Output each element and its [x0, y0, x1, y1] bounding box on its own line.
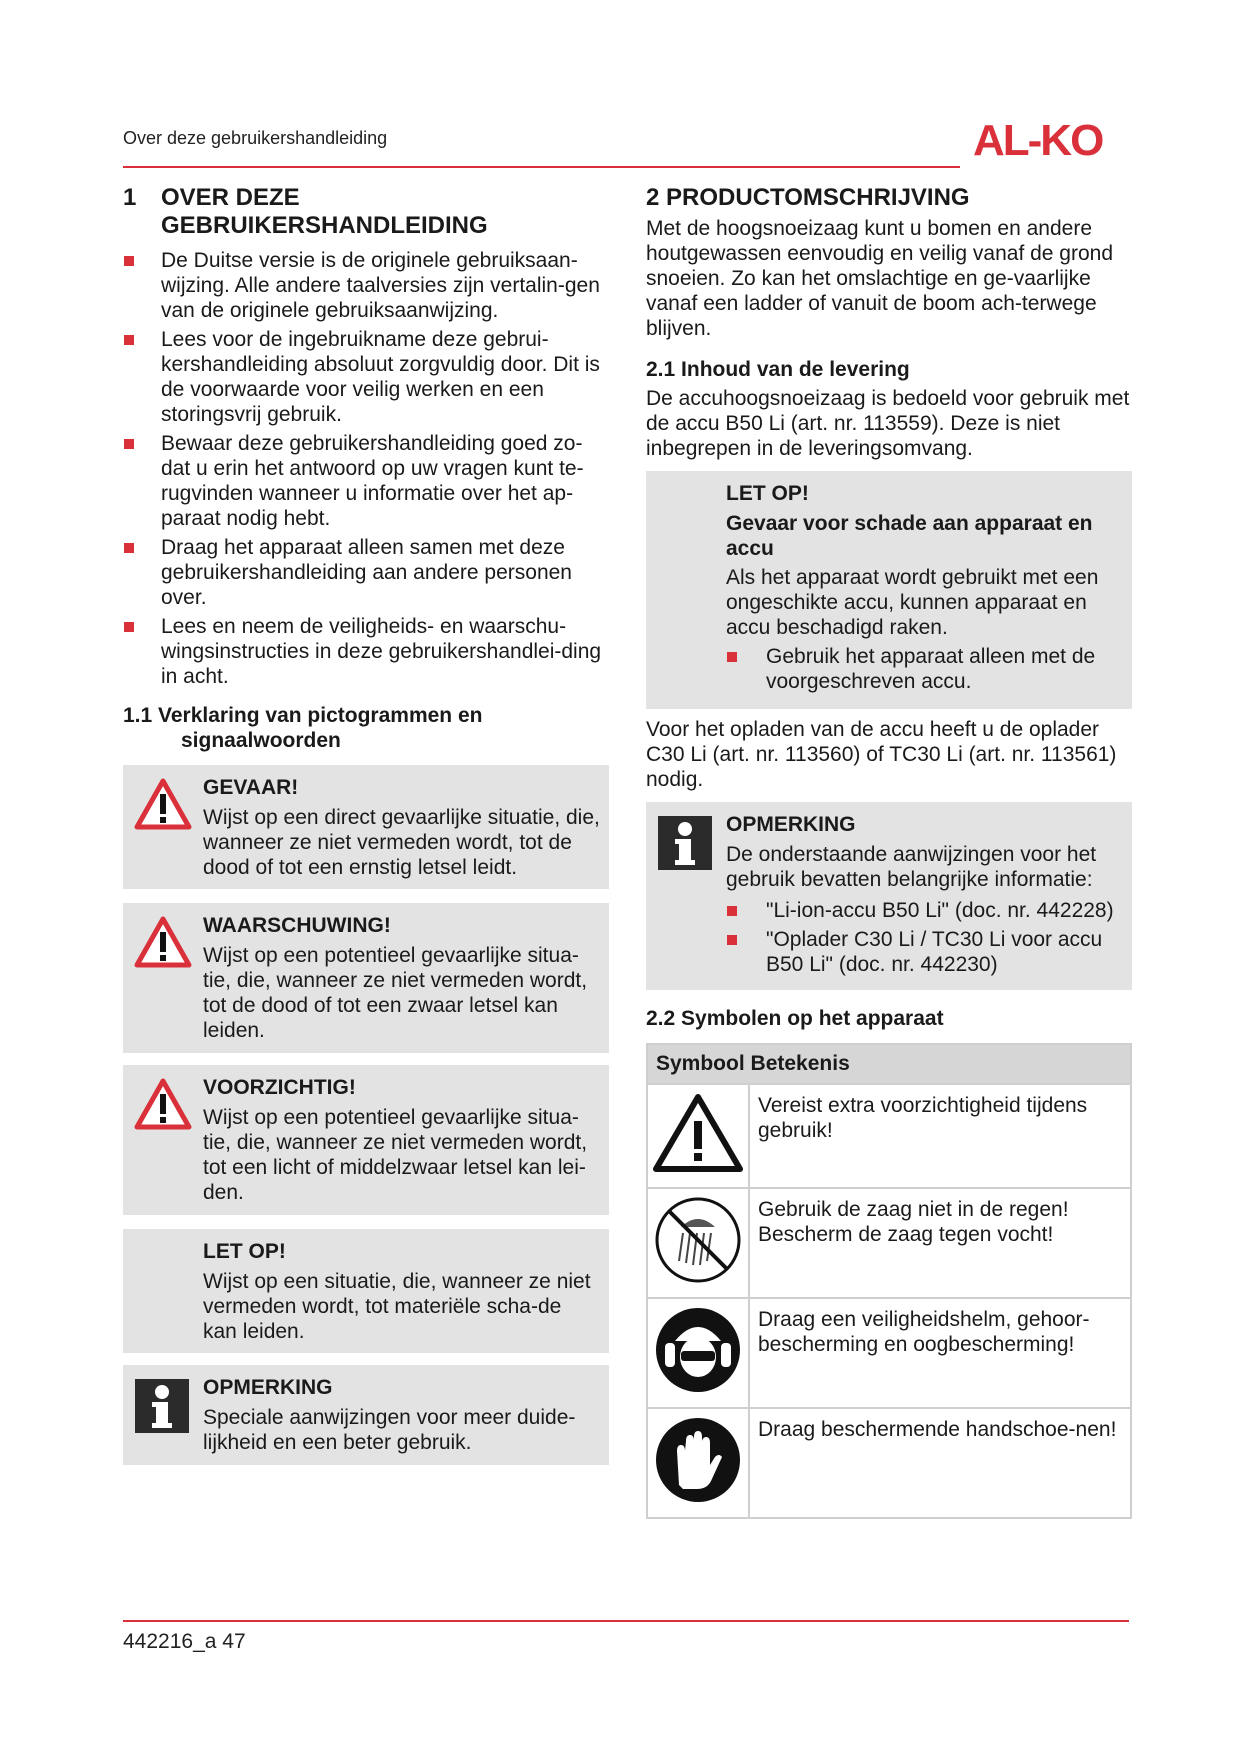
section-2-2-heading: 2.2 Symbolen op het apparaat	[646, 1007, 944, 1030]
docs-info-list	[726, 898, 1132, 977]
gloves-icon	[653, 1415, 743, 1505]
table-row	[647, 1188, 1131, 1298]
symbol-cell	[647, 1188, 749, 1298]
info-title: OPMERKING	[203, 1376, 333, 1399]
docs-info-box	[646, 802, 1132, 990]
table-row	[647, 1298, 1131, 1408]
section-1-1-title-line2: signaalwoorden	[181, 729, 341, 752]
header-divider	[123, 166, 960, 168]
section-1-bullet-list	[123, 248, 609, 689]
list-item: "Li-ion-accu B50 Li" (doc. nr. 442228)	[726, 898, 1132, 923]
list-item: Lees en neem de veiligheids- en waarschu-wingsinstructies in deze gebruikershandlei-ding in acht.	[123, 614, 609, 689]
docs-info-body: De onderstaande aanwijzingen voor het gebruik bevatten belangrijke informatie:	[726, 843, 1097, 891]
col-symbol-header: Symbool	[656, 1052, 745, 1075]
caution-title: VOORZICHTIG!	[203, 1076, 356, 1099]
meaning-cell: Gebruik de zaag niet in de regen! Bescherm de zaag tegen vocht!	[749, 1188, 1131, 1298]
warning-triangle-icon	[133, 1077, 193, 1131]
caution-box	[123, 1065, 609, 1215]
table-header-row	[647, 1044, 1131, 1084]
charger-text: Voor het opladen van de accu heeft u de oplader C30 Li (art. nr. 113560) of TC30 Li (art. nr. 113561) nodig.	[646, 718, 1117, 791]
warning-box	[123, 903, 609, 1053]
docs-info-title: OPMERKING	[726, 813, 856, 836]
danger-box	[123, 765, 609, 889]
delivery-notice-box	[646, 471, 1132, 709]
meaning-cell: Draag beschermende handschoe-nen!	[749, 1408, 1131, 1518]
list-item: De Duitse versie is de originele gebruiksaan-wijzing. Alle andere taalversies zijn vertalin-gen van de originele gebruiksaanwijzing.	[123, 248, 609, 323]
notice-body: Wijst op een situatie, die, wanneer ze niet vermeden wordt, tot materiële scha-de kan leiden.	[203, 1270, 591, 1343]
warning-title: WAARSCHUWING!	[203, 914, 391, 937]
section-2-heading: 2 PRODUCTOMSCHRIJVING	[646, 184, 970, 211]
section-1-title-line2: GEBRUIKERSHANDLEIDING	[161, 212, 488, 239]
col-meaning-header: Betekenis	[750, 1052, 850, 1075]
info-icon	[133, 1377, 191, 1435]
notice-title: LET OP!	[203, 1240, 286, 1263]
table-row	[647, 1408, 1131, 1518]
footer-page-number: 442216_a 47	[123, 1630, 246, 1653]
warning-body: Wijst op een potentieel gevaarlijke situa-tie, die, wanneer ze niet vermeden wordt, tot de dood of tot een zwaar letsel kan leiden.	[203, 944, 588, 1042]
section-1-title-line1: OVER DEZE	[161, 184, 300, 211]
info-icon	[656, 814, 714, 872]
section-2-1-heading: 2.1 Inhoud van de levering	[646, 358, 910, 381]
symbol-cell	[647, 1298, 749, 1408]
symbol-cell	[647, 1408, 749, 1518]
danger-title: GEVAAR!	[203, 776, 299, 799]
notice-box	[123, 1229, 609, 1353]
symbols-table	[646, 1043, 1132, 1519]
section-1-number: 1	[123, 184, 137, 211]
delivery-notice-title: LET OP!	[726, 482, 809, 505]
caution-triangle-icon	[652, 1091, 744, 1175]
left-column	[123, 184, 609, 1465]
list-item: Gebruik het apparaat alleen met de voorgeschreven accu.	[726, 644, 1124, 694]
delivery-notice-list	[726, 644, 1124, 694]
danger-body: Wijst op een direct gevaarlijke situatie, die, wanneer ze niet vermeden wordt, tot de dood of tot een ernstig letsel leidt.	[203, 806, 600, 879]
section-2-1-text: De accuhoogsnoeizaag is bedoeld voor gebruik met de accu B50 Li (art. nr. 113559). Deze is niet inbegrepen in de leveringsomvang.	[646, 387, 1130, 460]
section-1-1-heading	[123, 703, 609, 753]
table-row	[647, 1084, 1131, 1188]
list-item: Draag het apparaat alleen samen met deze gebruikershandleiding aan andere personen over.	[123, 535, 609, 610]
section-1-heading	[123, 184, 609, 240]
helmet-ear-eye-protection-icon	[653, 1305, 743, 1395]
delivery-notice-body: Als het apparaat wordt gebruikt met een ongeschikte accu, kunnen apparaat en accu beschadigd raken.	[726, 566, 1099, 639]
info-box	[123, 1365, 609, 1465]
list-item: Lees voor de ingebruikname deze gebrui-kershandleiding absoluut zorgvuldig door. Dit is de voorwaarde voor veilig werken en een storingsvrij gebruik.	[123, 327, 609, 427]
table-header	[647, 1044, 1131, 1084]
right-column	[646, 184, 1132, 1519]
symbol-cell	[647, 1084, 749, 1188]
meaning-cell: Draag een veiligheidshelm, gehoor-bescherming en oogbescherming!	[749, 1298, 1131, 1408]
section-2-intro: Met de hoogsnoeizaag kunt u bomen en andere houtgewassen eenvoudig en veilig vanaf de grond snoeien. Zo kan het omslachtige en ge-vaarlijke vanaf een ladder of vanuit de boom ach-terwege blijven.	[646, 217, 1114, 340]
delivery-notice-subtitle: Gevaar voor schade aan apparaat en accu	[726, 512, 1093, 560]
no-rain-icon	[653, 1195, 743, 1285]
caution-body: Wijst op een potentieel gevaarlijke situa-tie, die, wanneer ze niet vermeden wordt, tot een licht of middelzwaar letsel kan lei-den.	[203, 1106, 588, 1204]
list-item: Bewaar deze gebruikershandleiding goed zo-dat u erin het antwoord op uw vragen kunt te-rugvinden wanneer u informatie over het ap-paraat nodig hebt.	[123, 431, 609, 531]
meaning-cell: Vereist extra voorzichtigheid tijdens gebruik!	[749, 1084, 1131, 1188]
alko-logo: AL-KO	[973, 116, 1103, 165]
list-item: "Oplader C30 Li / TC30 Li voor accu B50 Li" (doc. nr. 442230)	[726, 927, 1132, 977]
info-body: Speciale aanwijzingen voor meer duide-lijkheid en een beter gebruik.	[203, 1406, 576, 1454]
warning-triangle-icon	[133, 777, 193, 831]
warning-triangle-icon	[133, 915, 193, 969]
section-1-1-title-line1: 1.1 Verklaring van pictogrammen en	[123, 704, 483, 727]
footer-divider	[123, 1620, 1129, 1622]
header-title: Over deze gebruikershandleiding	[123, 128, 388, 148]
